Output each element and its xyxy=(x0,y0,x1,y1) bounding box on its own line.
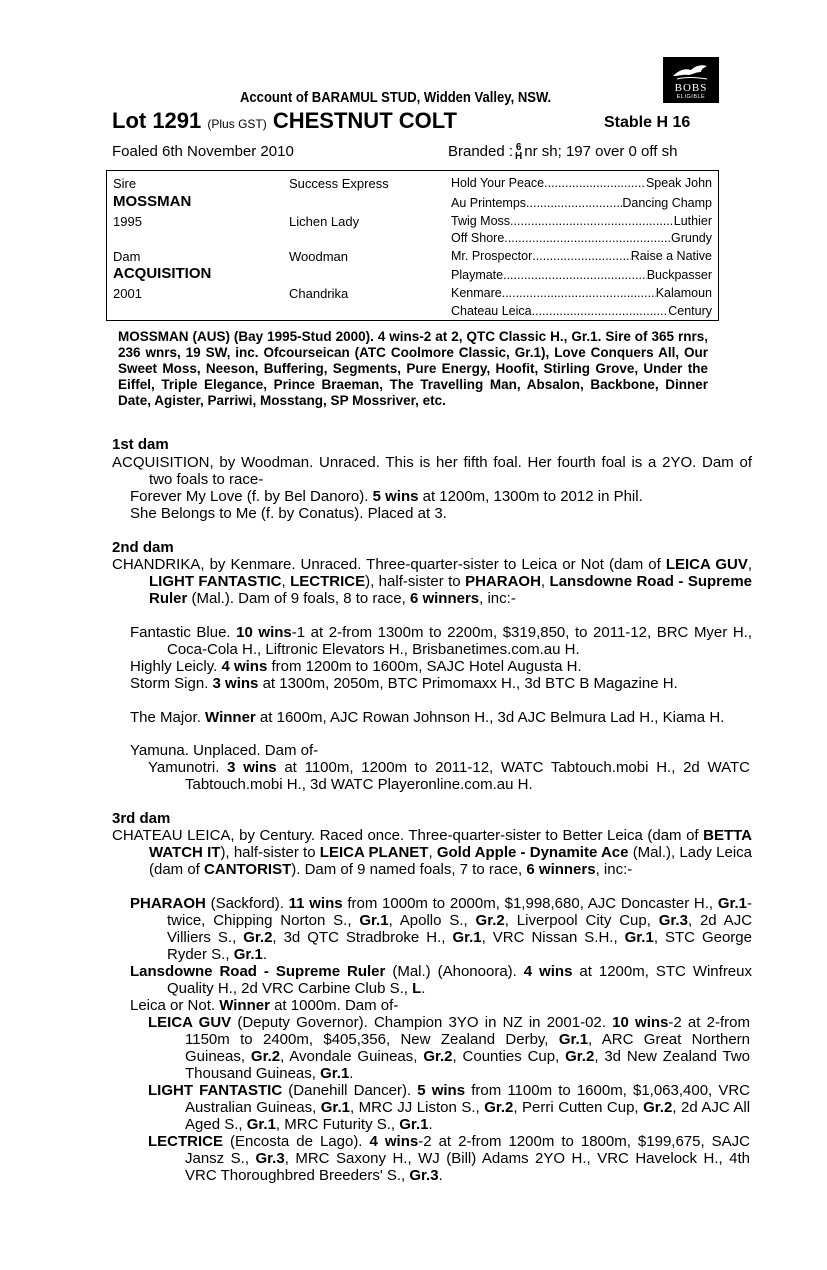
logo-text: BOBS xyxy=(674,82,708,94)
bold-horse: LEICA PLANET xyxy=(319,844,429,861)
intro-text: (Mal.). Dam of 9 foals, 8 to race, xyxy=(191,590,406,607)
progeny-detail: , VRC Nissan S.H., xyxy=(481,929,618,946)
bold-horse: PHARAOH xyxy=(465,573,541,590)
progeny-entry xyxy=(148,1082,750,1133)
progeny-detail: . xyxy=(428,1116,433,1133)
race-grade: Gr.3 xyxy=(409,1167,439,1184)
race-grade: Gr.1 xyxy=(452,929,482,946)
gen3-right: Luthier xyxy=(673,214,712,228)
intro-text: , inc:- xyxy=(595,861,633,878)
progeny-detail: from 1100m to 1600m, $1,063,400, VRC Australian Guineas, xyxy=(185,1082,751,1116)
progeny-detail: at 1300m, 2050m, BTC Primomaxx H., 3d BTC B Magazine H. xyxy=(262,675,678,692)
progeny-name: Highly Leicly. xyxy=(130,658,218,675)
branded-label: Branded : xyxy=(448,143,514,160)
progeny-name: Lansdowne Road - Supreme Ruler xyxy=(130,963,386,980)
progeny-detail: , STC George Ryder S., xyxy=(167,929,752,963)
intro-text: ). Dam of 9 named foals, 7 to race, xyxy=(291,861,523,878)
pedigree-gen3-row xyxy=(451,196,712,210)
progeny-wins: 5 wins xyxy=(417,1082,466,1099)
stable-number: Stable H 16 xyxy=(604,114,691,131)
second-dam-intro: CHANDRIKA, by Kenmare. Unraced. Three-quarter-sister to Leica or Not (dam of LEICA GUV, LIGHT FANTASTIC, LECTRICE), half-sister to PHARAOH, Lansdowne Road - Supreme Ruler (Mal.). Dam of 9 foals, 8 to race, 6 winners, inc:- xyxy=(112,556,753,607)
progeny-detail: , 3d New Zealand Two Thousand Guineas, xyxy=(185,1048,751,1082)
race-grade: Gr.1 xyxy=(717,895,748,912)
progeny-detail: (Encosta de Lago). xyxy=(230,1133,363,1150)
progeny-detail: , MRC JJ Liston S., xyxy=(349,1099,480,1116)
progeny-detail: (Sackford). xyxy=(210,895,284,912)
progeny-detail: -2 at 2-from 1150m to 2400m, $405,356, New Zealand Derby, xyxy=(185,1014,750,1048)
intro-text: ), half-sister to xyxy=(365,573,461,590)
progeny-detail: -1 at 2-from 1300m to 2200m, $319,850, to 2011-12, BRC Myer H., Coca-Cola H., Liftronic Elevators H., Brisbanetimes.com.au H. xyxy=(167,624,752,658)
progeny-wins: 3 wins xyxy=(227,759,277,776)
progeny-entry xyxy=(130,895,752,963)
second-dam-heading: 2nd dam xyxy=(112,539,174,556)
winners-count: 6 winners xyxy=(409,590,480,607)
horse-logo-icon xyxy=(671,62,711,82)
progeny-wins: Winner xyxy=(219,997,270,1014)
dam-name: ACQUISITION xyxy=(113,265,212,282)
sire-name: MOSSMAN xyxy=(113,193,192,210)
progeny-detail: , Liverpool City Cup, xyxy=(504,912,651,929)
progeny-entry: She Belongs to Me (f. by Conatus). Placed at 3. xyxy=(130,505,447,522)
progeny-entry: Yamuna. Unplaced. Dam of- xyxy=(130,742,319,759)
progeny-detail: at 1200m, STC Winfreux Quality H., 2d VRC Carbine Club S., xyxy=(167,963,752,997)
progeny-name: LECTRICE xyxy=(148,1133,223,1150)
gen3-right: Dancing Champ xyxy=(622,196,712,210)
intro-text: CHATEAU LEICA, by Century. Raced once. Three-quarter-sister to Better Leica (dam of xyxy=(112,827,699,844)
intro-text: , inc:- xyxy=(479,590,516,607)
progeny-wins: 4 wins xyxy=(523,963,573,980)
race-grade: L xyxy=(412,980,422,997)
progeny-name: Storm Sign. xyxy=(130,675,209,692)
race-grade: Gr.1 xyxy=(399,1116,429,1133)
pedigree-gen3-row xyxy=(451,249,712,263)
pedigree-gen3-row xyxy=(451,304,712,318)
plus-gst: (Plus GST) xyxy=(207,117,267,131)
gen3-right: Century xyxy=(668,304,712,318)
progeny-wins: Winner xyxy=(205,709,256,726)
progeny-name: LIGHT FANTASTIC xyxy=(148,1082,283,1099)
progeny-detail: , Perri Cutten Cup, xyxy=(513,1099,639,1116)
branded-text: nr sh; 197 over 0 off sh xyxy=(524,143,678,160)
progeny-name: Leica or Not. xyxy=(130,997,216,1014)
gen3-left: Playmate xyxy=(451,268,504,282)
third-dam-intro: CHATEAU LEICA, by Century. Raced once. Three-quarter-sister to Better Leica (dam of BETTA WATCH IT), half-sister to LEICA PLANET, Gold Apple - Dynamite Ace (Mal.), Lady Leica (dam of CANTORIST). Dam of 9 named foals, 7 to race, 6 winners, inc:- xyxy=(112,827,753,878)
gen3-left: Off Shore xyxy=(451,231,505,245)
foaled-date: Foaled 6th November 2010 xyxy=(112,143,294,160)
race-grade: Gr.3 xyxy=(255,1150,285,1167)
race-grade: Gr.1 xyxy=(558,1031,589,1048)
third-dam-heading: 3rd dam xyxy=(112,810,171,827)
branded-info xyxy=(448,143,677,161)
race-grade: Gr.1 xyxy=(233,946,263,963)
intro-text: (Mal.), Lady Leica (dam of xyxy=(149,844,753,878)
progeny-detail: , Counties Cup, xyxy=(452,1048,560,1065)
gen3-left: Mr. Prospector xyxy=(451,249,533,263)
winners-count: 6 winners xyxy=(526,861,596,878)
first-dam-intro: ACQUISITION, by Woodman. Unraced. This is her fifth foal. Her fourth foal is a 2YO. Dam of two foals to race- xyxy=(112,454,752,488)
gen3-left: Au Printemps xyxy=(451,196,527,210)
pedigree-gen3-row xyxy=(451,176,712,190)
race-grade: Gr.1 xyxy=(246,1116,276,1133)
race-grade: Gr.2 xyxy=(643,1099,673,1116)
gen3-right: Kalamoun xyxy=(655,286,712,300)
race-grade: Gr.2 xyxy=(475,912,505,929)
progeny-entry xyxy=(148,1014,750,1082)
gen3-left: Chateau Leica xyxy=(451,304,532,318)
progeny-detail: , MRC Futurity S., xyxy=(275,1116,396,1133)
progeny-entry xyxy=(130,963,752,997)
progeny-detail: . xyxy=(262,946,268,963)
progeny-name: The Major. xyxy=(130,709,201,726)
first-dam-heading: 1st dam xyxy=(112,436,169,453)
progeny-detail: -2 at 2-from 1200m to 1800m, $199,675, SAJC Jansz S., xyxy=(185,1133,751,1167)
bold-horse: BETTA WATCH IT xyxy=(149,827,752,861)
race-grade: Gr.2 xyxy=(565,1048,595,1065)
progeny-detail: , Apollo S., xyxy=(388,912,468,929)
progeny-detail: , 3d QTC Stradbroke H., xyxy=(272,929,446,946)
progeny-detail: (Danehill Dancer). xyxy=(288,1082,412,1099)
progeny-entry xyxy=(130,997,715,1014)
gen3-right: Buckpasser xyxy=(646,268,712,282)
progeny-detail: , 2d AJC All Aged S., xyxy=(185,1099,751,1133)
lot-description: CHESTNUT COLT xyxy=(272,108,457,133)
bold-horse: LIGHT FANTASTIC xyxy=(149,573,282,590)
progeny-wins: 10 wins xyxy=(236,624,292,641)
race-grade: Gr.1 xyxy=(320,1065,350,1082)
race-grade: Gr.1 xyxy=(624,929,654,946)
progeny-name: Forever My Love (f. by Bel Danoro). xyxy=(130,488,369,505)
progeny-detail: from 1200m to 1600m, SAJC Hotel Augusta H. xyxy=(271,658,582,675)
progeny-detail: , Avondale Guineas, xyxy=(280,1048,418,1065)
vendor-account: Account of BARAMUL STUD, Widden Valley, NSW. xyxy=(240,90,552,106)
progeny-wins: 10 wins xyxy=(612,1014,669,1031)
bold-horse: Lansdowne Road - Supreme Ruler xyxy=(149,573,753,607)
race-grade: Gr.2 xyxy=(243,929,273,946)
dam-year: 2001 xyxy=(113,286,142,301)
progeny-wins: 4 wins xyxy=(369,1133,419,1150)
intro-text: CHANDRIKA, by Kenmare. Unraced. Three-quarter-sister to Leica or Not (dam of xyxy=(112,556,661,573)
sire-summary: MOSSMAN (AUS) (Bay 1995-Stud 2000). 4 wins-2 at 2, QTC Classic H., Gr.1. Sire of 365 rnrs, 236 wnrs, 19 SW, inc. Ofcourseican (ATC Coolmore Classic, Gr.1), Love Conquers All, Our Sweet Moss, Neeson, Buffering, Segments, Pure Energy, Hoofit, Stirling Grove, Under the Eiffel, Triple Elegance, Prince Braeman, The Travelling Man, Absalon, Backbone, Dinner Date, Agister, Parriwi, Mosstang, SP Mossriver, etc. xyxy=(118,329,708,408)
sire-label: Sire xyxy=(113,176,137,191)
pedigree-gen2: Woodman xyxy=(289,249,349,264)
progeny-wins: 4 wins xyxy=(221,658,268,675)
pedigree-gen2: Lichen Lady xyxy=(289,214,360,229)
dam-label: Dam xyxy=(113,249,141,264)
gen3-left: Kenmare xyxy=(451,286,502,300)
progeny-detail: (Mal.) (Ahonoora). xyxy=(392,963,517,980)
bold-horse: LECTRICE xyxy=(290,573,366,590)
progeny-entry xyxy=(130,675,752,692)
pedigree-gen3-row xyxy=(451,286,712,300)
bold-horse: LEICA GUV xyxy=(665,556,748,573)
brand-mark-top: 6 xyxy=(515,142,522,153)
gen3-left: Twig Moss xyxy=(451,214,511,228)
progeny-name: Yamunotri. xyxy=(148,759,220,776)
progeny-detail: at 1200m, 1300m to 2012 in Phil. xyxy=(422,488,643,505)
progeny-wins: 11 wins xyxy=(288,895,343,912)
pedigree-gen2: Success Express xyxy=(289,176,389,191)
progeny-entry xyxy=(148,759,750,793)
gen3-right: Raise a Native xyxy=(630,249,712,263)
pedigree-gen2: Chandrika xyxy=(289,286,349,301)
progeny-detail: . xyxy=(349,1065,354,1082)
race-grade: Gr.2 xyxy=(423,1048,453,1065)
race-grade: Gr.2 xyxy=(484,1099,514,1116)
progeny-detail: at 1100m, 1200m to 2011-12, WATC Tabtouch.mobi H., 2d WATC Tabtouch.mobi H., 3d WATC Playeronline.com.au H. xyxy=(185,759,751,793)
progeny-name: PHARAOH xyxy=(130,895,206,912)
progeny-detail: at 1600m, AJC Rowan Johnson H., 3d AJC Belmura Lad H., Kiama H. xyxy=(259,709,725,726)
progeny-entry xyxy=(130,488,720,505)
gen3-left: Hold Your Peace xyxy=(451,176,545,190)
progeny-detail: . xyxy=(438,1167,443,1184)
progeny-entry xyxy=(130,709,752,726)
bobs-eligible-logo xyxy=(663,57,719,103)
gen3-right: Grundy xyxy=(671,231,712,245)
progeny-detail: , MRC Saxony H., WJ (Bill) Adams 2YO H., VRC Havelock H., 4th VRC Thoroughbred Breeders' S., xyxy=(185,1150,751,1184)
race-grade: Gr.2 xyxy=(250,1048,281,1065)
brand-mark xyxy=(515,143,522,161)
progeny-detail: . xyxy=(421,980,426,997)
gen3-right: Speak John xyxy=(645,176,712,190)
race-grade: Gr.1 xyxy=(359,912,389,929)
logo-subtext: ELIGIBLE xyxy=(676,94,706,100)
pedigree-gen3-row xyxy=(451,231,712,245)
sire-year: 1995 xyxy=(113,214,142,229)
bold-horse: CANTORIST xyxy=(204,861,292,878)
race-grade: Gr.1 xyxy=(320,1099,350,1116)
lot-number: Lot 1291 xyxy=(112,108,202,133)
pedigree-gen3-row xyxy=(451,268,712,282)
progeny-wins: 3 wins xyxy=(212,675,259,692)
intro-text: ), half-sister to xyxy=(220,844,316,861)
progeny-detail: at 1000m. Dam of- xyxy=(274,997,399,1014)
pedigree-gen3-row xyxy=(451,214,712,228)
progeny-detail: , 2d AJC Villiers S., xyxy=(167,912,753,946)
race-grade: Gr.3 xyxy=(658,912,688,929)
progeny-detail: -twice, Chipping Norton S., xyxy=(167,895,753,929)
lot-heading xyxy=(112,108,457,134)
progeny-entry xyxy=(148,1133,750,1184)
progeny-entry xyxy=(130,624,752,658)
progeny-name: Fantastic Blue. xyxy=(130,624,231,641)
progeny-detail: from 1000m to 2000m, $1,998,680, AJC Doncaster H., xyxy=(347,895,714,912)
progeny-wins: 5 wins xyxy=(372,488,419,505)
progeny-detail: , ARC Great Northern Guineas, xyxy=(185,1031,751,1065)
progeny-entry xyxy=(130,658,752,675)
bold-horse: Gold Apple - Dynamite Ace xyxy=(436,844,629,861)
progeny-detail: (Deputy Governor). Champion 3YO in NZ in 2001-02. xyxy=(237,1014,606,1031)
progeny-name: LEICA GUV xyxy=(148,1014,232,1031)
brand-mark-bottom: H xyxy=(515,151,523,162)
